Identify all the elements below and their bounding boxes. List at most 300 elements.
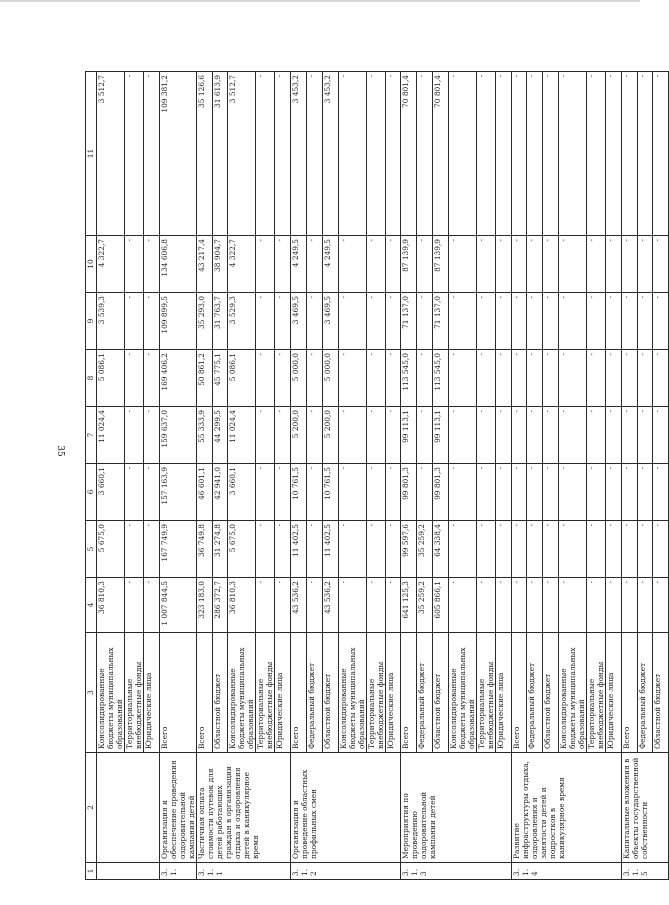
amount-cell: - [385,464,401,521]
amount-cell: - [637,464,653,521]
amount-cell: - [586,293,605,350]
amount-cell: - [125,464,144,521]
funding-source-cell: Всего [621,633,637,753]
amount-cell: 35 259,2 [417,521,433,578]
amount-cell: 99 801,3 [401,464,417,521]
column-number-5: 5 [86,521,97,578]
funding-source-cell: Территориальные внебюджетные фонды [366,633,385,753]
amount-cell: - [605,521,621,578]
amount-cell: - [338,236,366,293]
amount-cell: - [338,521,366,578]
amount-cell: - [144,407,160,464]
amount-cell: - [586,521,605,578]
amount-cell: 323 183,0 [196,578,212,633]
amount-cell: - [605,293,621,350]
amount-cell: 5 086,1 [97,350,125,407]
amount-cell: 157 163,9 [159,464,196,521]
amount-cell: 36 810,3 [228,578,256,633]
amount-cell: 50 861,2 [196,350,212,407]
funding-source-cell: Территориальные внебюджетные фонды [256,633,275,753]
amount-cell: - [621,350,637,407]
amount-cell: - [448,464,476,521]
amount-cell: 3 512,7 [97,72,125,236]
amount-cell: 36 749,8 [196,521,212,578]
amount-cell: - [144,521,160,578]
amount-cell: 4 249,5 [291,236,307,293]
amount-cell: 35 293,0 [196,293,212,350]
amount-cell: - [144,464,160,521]
amount-cell: - [586,350,605,407]
row-number-cell: 3.1.3 [401,863,511,880]
amount-cell: - [586,236,605,293]
amount-cell: - [476,236,495,293]
amount-cell: 3 469,5 [322,293,338,350]
amount-cell: - [621,236,637,293]
amount-cell: - [621,464,637,521]
amount-cell: - [511,407,527,464]
amount-cell: - [558,72,586,236]
amount-cell: 3 529,3 [228,293,256,350]
amount-cell: - [366,464,385,521]
funding-source-cell: Всего [511,633,527,753]
amount-cell: - [448,236,476,293]
column-number-6: 6 [86,464,97,521]
amount-cell: - [125,72,144,236]
amount-cell: - [586,464,605,521]
table-row [511,72,527,880]
amount-cell: - [543,407,559,464]
amount-cell: - [637,72,653,236]
amount-cell: 167 749,9 [159,521,196,578]
funding-source-cell: Консолидированные бюджеты муниципальных образований [448,633,476,753]
amount-cell: 71 137,0 [432,293,448,350]
funding-source-cell: Федеральный бюджет [306,633,322,753]
amount-cell: - [366,236,385,293]
amount-cell: - [527,464,543,521]
amount-cell: 4 249,5 [322,236,338,293]
amount-cell: 11 402,5 [291,521,307,578]
amount-cell: 43 536,2 [291,578,307,633]
amount-cell: 10 761,5 [322,464,338,521]
amount-cell: - [637,350,653,407]
amount-cell: - [338,293,366,350]
funding-source-cell: Областной бюджет [212,633,228,753]
funding-source-cell: Территориальные внебюджетные фонды [586,633,605,753]
amount-cell: - [476,293,495,350]
amount-cell: - [605,464,621,521]
amount-cell: - [144,72,160,236]
amount-cell: - [144,350,160,407]
funding-source-cell: Федеральный бюджет [417,633,433,753]
amount-cell: - [543,293,559,350]
activity-name-cell: Организация и проведение областных профильных смен [291,753,401,863]
amount-cell: - [653,578,669,633]
amount-cell: 641 125,3 [401,578,417,633]
amount-cell: - [144,578,160,633]
amount-cell: 99 801,3 [432,464,448,521]
funding-source-cell: Юридические лица [495,633,511,753]
amount-cell: - [653,236,669,293]
funding-source-cell: Федеральный бюджет [527,633,543,753]
amount-cell: - [275,236,291,293]
amount-cell: 134 606,8 [159,236,196,293]
amount-cell: 5 086,1 [228,350,256,407]
funding-source-cell: Всего [401,633,417,753]
activity-name-cell: Организация и обеспечение проведения оздоровительной кампании детей [159,753,196,863]
amount-cell: - [558,350,586,407]
funding-source-cell: Юридические лица [385,633,401,753]
amount-cell: 286 372,7 [212,578,228,633]
funding-source-cell: Областной бюджет [543,633,559,753]
funding-source-cell: Областной бюджет [322,633,338,753]
amount-cell: 3 469,5 [291,293,307,350]
amount-cell: 5 675,0 [228,521,256,578]
amount-cell: - [338,350,366,407]
funding-source-cell: Консолидированные бюджеты муниципальных образований [228,633,256,753]
rotated-page [85,72,663,880]
amount-cell: 109 381,2 [159,72,196,236]
amount-cell: - [256,236,275,293]
amount-cell: - [586,72,605,236]
amount-cell: - [338,578,366,633]
column-number-8: 8 [86,350,97,407]
amount-cell: - [306,72,322,236]
amount-cell: - [527,407,543,464]
funding-source-cell: Юридические лица [275,633,291,753]
funding-source-cell: Федеральный бюджет [637,633,653,753]
amount-cell: - [605,236,621,293]
amount-cell: - [511,293,527,350]
amount-cell: 43 536,2 [322,578,338,633]
amount-cell: - [385,72,401,236]
amount-cell: 3 453,2 [322,72,338,236]
amount-cell: - [448,72,476,236]
amount-cell: - [511,521,527,578]
amount-cell: - [605,72,621,236]
amount-cell: 35 259,2 [417,578,433,633]
amount-cell: - [511,350,527,407]
amount-cell: - [621,521,637,578]
amount-cell: - [476,464,495,521]
amount-cell: - [448,407,476,464]
amount-cell: 10 761,5 [291,464,307,521]
amount-cell: - [417,236,433,293]
amount-cell: - [385,293,401,350]
amount-cell: - [275,350,291,407]
amount-cell: - [653,521,669,578]
amount-cell: - [637,521,653,578]
amount-cell: - [448,293,476,350]
amount-cell: - [653,407,669,464]
amount-cell: 43 217,4 [196,236,212,293]
amount-cell: - [144,293,160,350]
amount-cell: - [476,578,495,633]
table-row [196,72,212,880]
amount-cell: - [543,464,559,521]
column-number-2: 2 [86,753,97,863]
amount-cell: 3 539,3 [97,293,125,350]
amount-cell: - [385,521,401,578]
amount-cell: - [275,521,291,578]
amount-cell: - [366,407,385,464]
amount-cell: - [306,407,322,464]
amount-cell: - [495,236,511,293]
amount-cell: - [256,350,275,407]
amount-cell: - [543,72,559,236]
funding-source-cell: Консолидированные бюджеты муниципальных образований [338,633,366,753]
amount-cell: - [543,236,559,293]
amount-cell: - [366,350,385,407]
row-number-cell: 3.1.1 [196,863,290,880]
amount-cell: 31 763,7 [212,293,228,350]
amount-cell: - [417,72,433,236]
amount-cell: - [527,293,543,350]
amount-cell: - [543,350,559,407]
amount-cell: 3 660,1 [228,464,256,521]
amount-cell: - [495,521,511,578]
table-row [621,72,637,880]
amount-cell: - [653,293,669,350]
row-number-cell [97,863,160,880]
amount-cell: 5 200,0 [322,407,338,464]
amount-cell: 87 139,9 [432,236,448,293]
funding-source-cell: Консолидированные бюджеты муниципальных образований [97,633,125,753]
amount-cell: - [417,350,433,407]
amount-cell: 1 007 844,5 [159,578,196,633]
amount-cell: - [256,72,275,236]
activity-name-cell: Частичная оплата стоимости путевок для детей работающих граждан в организации отдыха и оздоровления детей в каникулярное время [196,753,290,863]
amount-cell: - [125,293,144,350]
amount-cell: - [338,464,366,521]
row-number-cell: 3.1.5 [621,863,668,880]
amount-cell: - [495,464,511,521]
amount-cell: 11 402,5 [322,521,338,578]
column-number-7: 7 [86,407,97,464]
funding-source-cell: Консолидированные бюджеты муниципальных образований [558,633,586,753]
amount-cell: 71 137,0 [401,293,417,350]
amount-cell: - [448,578,476,633]
amount-cell: - [306,350,322,407]
amount-cell: - [275,72,291,236]
amount-cell: - [511,72,527,236]
amount-cell: - [495,407,511,464]
amount-cell: - [543,578,559,633]
amount-cell: - [306,236,322,293]
amount-cell: 46 601,1 [196,464,212,521]
amount-cell: - [558,236,586,293]
column-number-4: 4 [86,578,97,633]
amount-cell: - [366,521,385,578]
amount-cell: - [637,407,653,464]
amount-cell: - [586,578,605,633]
funding-source-cell: Территориальные внебюджетные фонды [125,633,144,753]
activity-name-cell: Капитальные вложения в объекты государственной собственности [621,753,668,863]
amount-cell: 36 810,3 [97,578,125,633]
amount-cell: 159 637,0 [159,407,196,464]
funding-source-cell: Территориальные внебюджетные фонды [476,633,495,753]
amount-cell: - [385,578,401,633]
scan-edge-top [0,0,640,2]
amount-cell: - [306,578,322,633]
amount-cell: - [144,236,160,293]
amount-cell: - [417,464,433,521]
amount-cell: - [448,521,476,578]
amount-cell: 99 597,6 [401,521,417,578]
amount-cell: 4 322,7 [97,236,125,293]
table-header-row [86,72,97,880]
amount-cell: - [653,350,669,407]
table-row [97,72,125,880]
funding-source-cell: Всего [159,633,196,753]
amount-cell: - [306,464,322,521]
amount-cell: - [366,293,385,350]
amount-cell: - [653,464,669,521]
amount-cell: 70 801,4 [401,72,417,236]
amount-cell: 55 333,9 [196,407,212,464]
amount-cell: 5 000,0 [291,350,307,407]
amount-cell: - [621,578,637,633]
amount-cell: 605 866,1 [432,578,448,633]
row-number-cell: 3.1.2 [291,863,401,880]
column-number-9: 9 [86,293,97,350]
amount-cell: 11 024,4 [97,407,125,464]
column-number-1: 1 [86,863,97,880]
amount-cell: 99 113,1 [432,407,448,464]
amount-cell: 5 675,0 [97,521,125,578]
amount-cell: 45 775,1 [212,350,228,407]
column-number-11: 11 [86,72,97,236]
column-number-10: 10 [86,236,97,293]
amount-cell: - [275,578,291,633]
funding-source-cell: Всего [196,633,212,753]
amount-cell: - [275,464,291,521]
amount-cell: - [275,293,291,350]
amount-cell: - [417,407,433,464]
amount-cell: - [558,407,586,464]
amount-cell: 113 545,0 [401,350,417,407]
amount-cell: - [637,236,653,293]
amount-cell: - [558,464,586,521]
amount-cell: 3 660,1 [97,464,125,521]
activity-name-cell: Мероприятия по проведению оздоровительной кампании детей [401,753,511,863]
amount-cell: - [385,236,401,293]
amount-cell: - [495,72,511,236]
amount-cell: - [527,350,543,407]
amount-cell: - [543,521,559,578]
amount-cell: 35 126,6 [196,72,212,236]
amount-cell: - [366,72,385,236]
amount-cell: 3 453,2 [291,72,307,236]
amount-cell: 38 904,7 [212,236,228,293]
amount-cell: - [527,236,543,293]
amount-cell: - [605,407,621,464]
amount-cell: - [366,578,385,633]
funding-source-cell: Областной бюджет [432,633,448,753]
amount-cell: 3 512,7 [228,72,256,236]
amount-cell: 11 024,4 [228,407,256,464]
funding-source-cell: Областной бюджет [653,633,669,753]
amount-cell: - [448,350,476,407]
amount-cell: - [306,521,322,578]
amount-cell: - [476,350,495,407]
amount-cell: - [385,407,401,464]
amount-cell: - [476,72,495,236]
amount-cell: - [275,407,291,464]
amount-cell: - [476,407,495,464]
amount-cell: - [338,407,366,464]
page-number: 35 [55,445,65,457]
amount-cell: - [476,521,495,578]
amount-cell: - [605,350,621,407]
amount-cell: - [527,72,543,236]
activity-name-cell: Развитие инфраструктуры отдыха, оздоровления и занятости детей и подростков в каникулярное время [511,753,621,863]
table-row [159,72,196,880]
amount-cell: - [621,72,637,236]
row-number-cell: 3.1.4 [511,863,621,880]
amount-cell: - [637,578,653,633]
row-number-cell: 3.1. [159,863,196,880]
amount-cell: - [653,72,669,236]
amount-cell: - [558,578,586,633]
funding-source-cell: Юридические лица [144,633,160,753]
amount-cell: - [125,578,144,633]
amount-cell: - [125,521,144,578]
amount-cell: - [495,350,511,407]
amount-cell: - [256,293,275,350]
funding-source-cell: Всего [291,633,307,753]
amount-cell: - [306,293,322,350]
amount-cell: 99 113,1 [401,407,417,464]
amount-cell: - [527,521,543,578]
amount-cell: 70 801,4 [432,72,448,236]
amount-cell: - [511,236,527,293]
amount-cell: 5 000,0 [322,350,338,407]
amount-cell: - [125,236,144,293]
amount-cell: - [637,293,653,350]
amount-cell: 31 274,8 [212,521,228,578]
funding-source-cell: Юридические лица [605,633,621,753]
amount-cell: - [511,578,527,633]
amount-cell: - [621,293,637,350]
amount-cell: - [338,72,366,236]
amount-cell: 42 941,0 [212,464,228,521]
amount-cell: - [125,407,144,464]
activity-name-cell [97,753,160,863]
amount-cell: 87 139,9 [401,236,417,293]
amount-cell: 113 545,0 [432,350,448,407]
amount-cell: - [417,293,433,350]
amount-cell: 169 406,2 [159,350,196,407]
table-row [401,72,417,880]
table-row [291,72,307,880]
amount-cell: 4 322,7 [228,236,256,293]
amount-cell: - [586,407,605,464]
amount-cell: - [256,521,275,578]
amount-cell: - [495,578,511,633]
amount-cell: - [125,350,144,407]
amount-cell: 31 613,9 [212,72,228,236]
budget-table [85,71,669,880]
amount-cell: - [527,578,543,633]
amount-cell: - [256,407,275,464]
amount-cell: - [605,578,621,633]
amount-cell: - [385,350,401,407]
amount-cell: - [621,407,637,464]
amount-cell: 64 338,4 [432,521,448,578]
column-number-3: 3 [86,633,97,753]
amount-cell: - [558,293,586,350]
amount-cell: 109 899,5 [159,293,196,350]
